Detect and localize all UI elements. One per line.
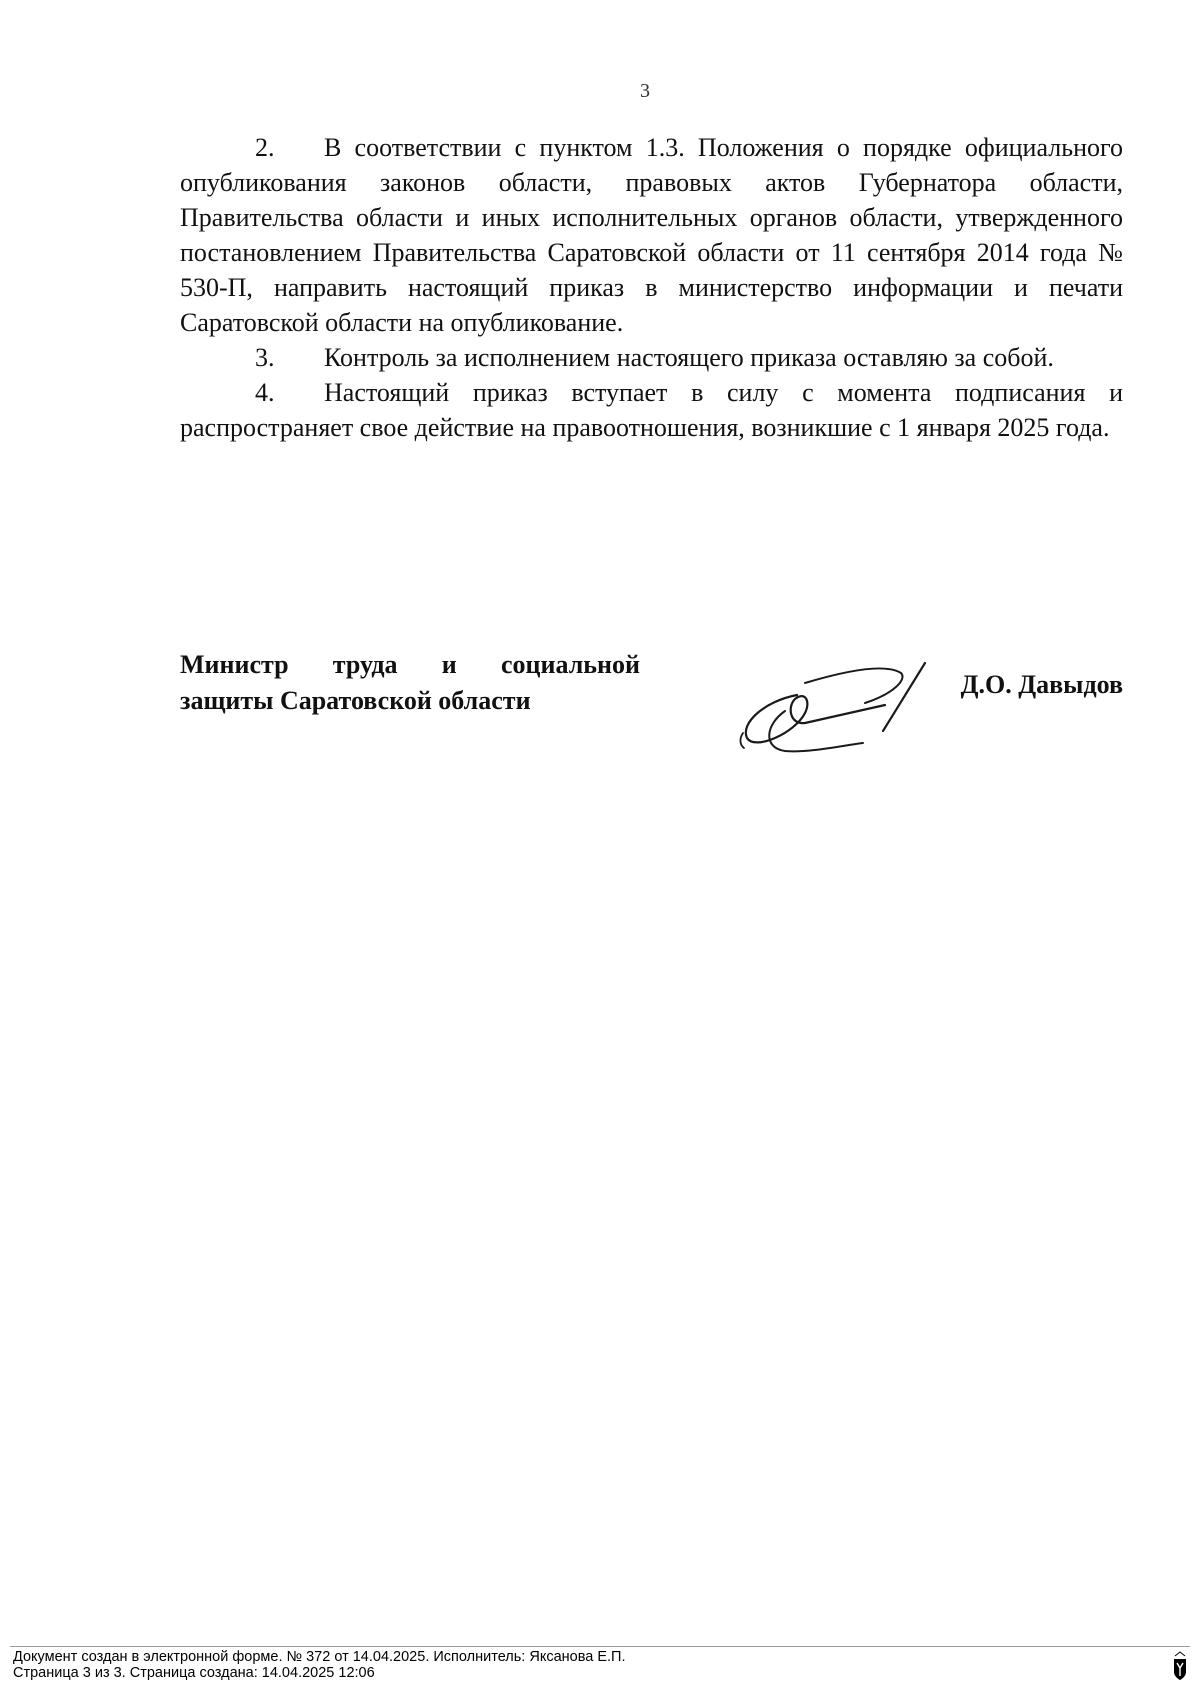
signer-title-line2: защиты Саратовской области	[180, 686, 531, 715]
signer-name: Д.О. Давыдов	[960, 670, 1123, 699]
footer-line-2: Страница 3 из 3. Страница создана: 14.04.2025 12:06	[13, 1665, 375, 1681]
paragraph-text: В соответствии с пунктом 1.3. Положения о порядке официального опубликования законов области, правовых актов Губернатора области, Правительства области и иных исполнительных органов области, утвержденного постановлением Правительства Саратовской области от 11 сентября 2014 года № 530-П, направить настоящий приказ в министерство информации и печати Саратовской области на опубликование.	[180, 133, 1123, 337]
paragraph-3	[180, 340, 1123, 375]
footer-divider	[10, 1646, 1190, 1647]
footer	[13, 1649, 626, 1681]
paragraph-text: Настоящий приказ вступает в силу с момента подписания и распространяет свое действие на правоотношения, возникшие с 1 января 2025 года.	[180, 378, 1123, 442]
paragraph-text: Контроль за исполнением настоящего приказа оставляю за собой.	[324, 343, 1054, 372]
signature-block	[180, 643, 1123, 763]
paragraph-number: 3.	[255, 343, 275, 372]
paragraph-number: 2.	[255, 133, 275, 162]
page-number: 3	[640, 80, 650, 102]
paragraph-2	[180, 130, 1123, 340]
document-body	[180, 130, 1123, 445]
paragraph-number: 4.	[255, 378, 275, 407]
footer-line-1: Документ создан в электронной форме. № 372 от 14.04.2025. Исполнитель: Яксанова Е.П.	[13, 1649, 626, 1665]
signer-title	[180, 647, 640, 719]
signer-title-line1: Министр труда и социальной	[180, 650, 640, 679]
coat-of-arms-icon	[1170, 1646, 1190, 1686]
handwritten-signature	[735, 653, 935, 763]
paragraph-4	[180, 375, 1123, 445]
